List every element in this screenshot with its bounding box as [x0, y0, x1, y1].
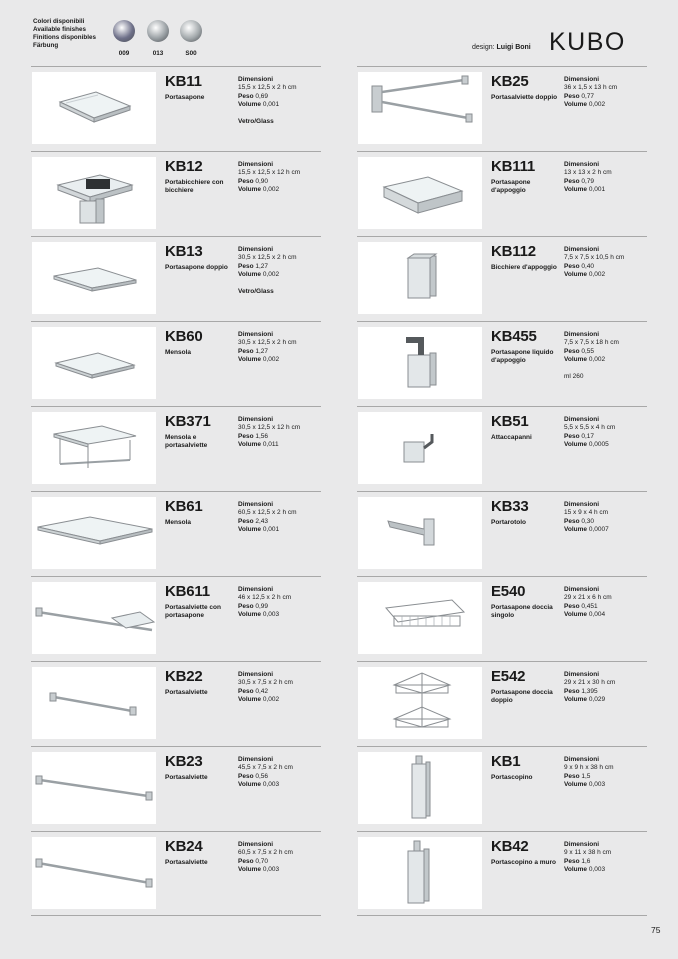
- dimensions-label: Dimensioni: [564, 331, 600, 338]
- weight-value: 2,43: [255, 517, 269, 525]
- tumbler-icon: [358, 242, 482, 314]
- page-number: 75: [651, 925, 661, 935]
- toilet-roll-holder-icon: [358, 497, 482, 569]
- volume-label: Volume: [564, 186, 587, 194]
- product-entry: [31, 406, 321, 491]
- product-image: [32, 242, 156, 314]
- product-specs: [238, 501, 324, 535]
- product-specs: [564, 586, 650, 620]
- tumbler-holder-icon: [32, 157, 156, 229]
- product-code: KB611: [165, 583, 210, 600]
- weight-label: Peso: [564, 347, 580, 355]
- weight-value: 1,27: [255, 262, 269, 270]
- product-name: Portasalviette doppio: [491, 94, 558, 101]
- weight-value: 0,77: [581, 92, 595, 100]
- product-entry: [357, 406, 647, 491]
- weight-label: Peso: [238, 772, 254, 780]
- dimensions-label: Dimensioni: [564, 586, 600, 593]
- toilet-brush-holder-icon: [358, 752, 482, 824]
- product-image: [32, 327, 156, 399]
- weight-value: 0,56: [255, 772, 269, 780]
- volume-value: 0,001: [588, 186, 606, 194]
- product-entry: [31, 576, 321, 661]
- product-specs: [238, 756, 324, 790]
- shelf-icon: [32, 327, 156, 399]
- volume-value: 0,002: [262, 271, 280, 279]
- finish-swatch-009: [113, 20, 135, 42]
- product-note: Vetro/Glass: [238, 287, 274, 295]
- weight-value: 1,6: [581, 857, 591, 865]
- towel-bar-icon: [32, 752, 156, 824]
- product-entry: [357, 321, 647, 406]
- product-entry: [31, 236, 321, 321]
- volume-label: Volume: [238, 186, 261, 194]
- product-specs: [564, 246, 650, 280]
- dimensions-label: Dimensioni: [564, 161, 600, 168]
- volume-value: 0,002: [588, 101, 606, 109]
- volume-label: Volume: [238, 101, 261, 109]
- weight-label: Peso: [238, 177, 254, 185]
- soap-dispenser-icon: [358, 327, 482, 399]
- product-image: [358, 837, 482, 909]
- volume-label: Volume: [564, 356, 587, 364]
- volume-value: 0,003: [588, 781, 606, 789]
- dimensions-value: 60,5 x 7,5 x 2 h cm: [238, 849, 293, 857]
- product-image: [358, 582, 482, 654]
- dimensions-label: Dimensioni: [564, 841, 600, 848]
- volume-value: 0,001: [262, 526, 280, 534]
- volume-value: 0,002: [588, 356, 606, 364]
- dimensions-label: Dimensioni: [238, 416, 274, 423]
- product-entry: [31, 66, 321, 151]
- product-specs: [564, 416, 650, 450]
- volume-label: Volume: [238, 526, 261, 534]
- design-prefix: design:: [472, 44, 495, 51]
- weight-value: 0,42: [255, 687, 269, 695]
- weight-label: Peso: [564, 432, 580, 440]
- product-code: KB13: [165, 243, 203, 260]
- finish-swatch-013: [147, 20, 169, 42]
- robe-hook-icon: [358, 412, 482, 484]
- wall-toilet-brush-holder-icon: [358, 837, 482, 909]
- finishes-label-de: Färbung: [33, 42, 59, 49]
- product-name: Attaccapanni: [491, 434, 532, 441]
- dimensions-value: 15 x 9 x 4 h cm: [564, 509, 609, 517]
- weight-label: Peso: [238, 92, 254, 100]
- weight-label: Peso: [564, 602, 580, 610]
- weight-value: 0,55: [581, 347, 595, 355]
- double-swivel-towel-rail-icon: [358, 72, 482, 144]
- volume-label: Volume: [238, 866, 261, 874]
- volume-label: Volume: [564, 611, 587, 619]
- weight-value: 0,17: [581, 432, 595, 440]
- product-name: Portarotolo: [491, 519, 527, 526]
- weight-label: Peso: [238, 262, 254, 270]
- product-name: Portasapone doccia singolo: [491, 604, 553, 619]
- product-code: KB12: [165, 158, 203, 175]
- volume-label: Volume: [238, 356, 261, 364]
- dimensions-value: 7,5 x 7,5 x 18 h cm: [564, 339, 619, 347]
- product-name: Portasalviette con portasapone: [165, 604, 221, 619]
- product-name: Mensola e portasalviette: [165, 434, 208, 449]
- dimensions-label: Dimensioni: [564, 501, 600, 508]
- finishes-label-it: Colori disponibili: [33, 18, 85, 25]
- product-code: KB24: [165, 838, 203, 855]
- dimensions-label: Dimensioni: [564, 671, 600, 678]
- weight-label: Peso: [564, 857, 580, 865]
- dimensions-value: 29 x 21 x 6 h cm: [564, 594, 612, 602]
- dimensions-label: Dimensioni: [238, 246, 274, 253]
- volume-label: Volume: [238, 696, 261, 704]
- product-name: Portasalviette: [165, 689, 208, 696]
- product-code: KB22: [165, 668, 203, 685]
- product-code: KB61: [165, 498, 203, 515]
- weight-label: Peso: [238, 602, 254, 610]
- finishes-label-en: Available finishes: [33, 26, 86, 33]
- weight-value: 0,451: [581, 602, 598, 610]
- product-entry: [31, 151, 321, 236]
- dimensions-value: 9 x 11 x 38 h cm: [564, 849, 612, 857]
- long-shelf-icon: [32, 497, 156, 569]
- product-entry: [357, 831, 647, 916]
- product-code: KB11: [165, 73, 202, 90]
- product-column-right: [357, 66, 647, 916]
- page-header: [0, 0, 678, 64]
- product-image: [32, 157, 156, 229]
- product-specs: [564, 756, 650, 790]
- dimensions-label: Dimensioni: [238, 331, 274, 338]
- product-name: Portascopino a muro: [491, 859, 557, 866]
- volume-value: 0,003: [262, 611, 280, 619]
- shelf-towel-rail-icon: [32, 412, 156, 484]
- product-specs: [564, 161, 650, 195]
- product-specs: [238, 841, 324, 875]
- glass-soap-dish-icon: [32, 72, 156, 144]
- product-entry: [357, 66, 647, 151]
- product-specs: [238, 76, 324, 126]
- double-shower-basket-icon: [358, 667, 482, 739]
- product-name: Portasapone liquido d'appoggio: [491, 349, 554, 364]
- weight-value: 1,395: [581, 687, 598, 695]
- dimensions-value: 30,5 x 12,5 x 12 h cm: [238, 424, 301, 432]
- product-image: [358, 412, 482, 484]
- product-entry: [357, 491, 647, 576]
- volume-label: Volume: [238, 271, 261, 279]
- volume-label: Volume: [564, 781, 587, 789]
- product-specs: [238, 161, 324, 195]
- dimensions-value: 29 x 21 x 30 h cm: [564, 679, 616, 687]
- weight-value: 0,30: [581, 517, 595, 525]
- product-note: ml 260: [564, 372, 584, 380]
- volume-value: 0,002: [262, 356, 280, 364]
- collection-name: KUBO: [549, 28, 626, 56]
- product-entry: [357, 576, 647, 661]
- volume-value: 0,002: [262, 696, 280, 704]
- volume-value: 0,0005: [588, 441, 609, 449]
- product-specs: [238, 331, 324, 365]
- weight-label: Peso: [238, 857, 254, 865]
- weight-label: Peso: [238, 517, 254, 525]
- volume-label: Volume: [564, 101, 587, 109]
- volume-value: 0,011: [262, 441, 279, 449]
- volume-value: 0,001: [262, 101, 280, 109]
- volume-value: 0,002: [262, 186, 280, 194]
- product-code: KB111: [491, 158, 536, 175]
- weight-value: 0,69: [255, 92, 269, 100]
- volume-label: Volume: [564, 441, 587, 449]
- product-column-left: [31, 66, 321, 916]
- product-specs: [564, 671, 650, 705]
- product-name: Portabicchiere con bicchiere: [165, 179, 224, 194]
- product-name: Mensola: [165, 519, 192, 526]
- finish-swatch-S00: [180, 20, 202, 42]
- dimensions-value: 13 x 13 x 2 h cm: [564, 169, 612, 177]
- product-name: Portasapone d'appoggio: [491, 179, 531, 194]
- product-code: KB1: [491, 753, 521, 770]
- product-code: KB371: [165, 413, 211, 430]
- product-image: [358, 242, 482, 314]
- weight-label: Peso: [238, 687, 254, 695]
- dimensions-value: 15,5 x 12,5 x 12 h cm: [238, 169, 301, 177]
- product-entry: [31, 831, 321, 916]
- product-code: KB42: [491, 838, 529, 855]
- product-image: [358, 752, 482, 824]
- finish-code: 013: [152, 50, 164, 57]
- product-specs: [238, 246, 324, 296]
- weight-label: Peso: [564, 772, 580, 780]
- product-code: KB112: [491, 243, 536, 260]
- weight-value: 1,5: [581, 772, 591, 780]
- short-towel-bar-icon: [32, 667, 156, 739]
- volume-label: Volume: [564, 526, 587, 534]
- dimensions-value: 5,5 x 5,5 x 4 h cm: [564, 424, 616, 432]
- volume-label: Volume: [564, 696, 587, 704]
- dimensions-label: Dimensioni: [238, 161, 274, 168]
- dimensions-value: 46 x 12,5 x 2 h cm: [238, 594, 292, 602]
- product-specs: [564, 331, 650, 381]
- finish-code: 009: [118, 50, 130, 57]
- product-image: [358, 157, 482, 229]
- dimensions-value: 30,5 x 12,5 x 2 h cm: [238, 339, 297, 347]
- designer-credit: [472, 44, 531, 51]
- product-code: KB60: [165, 328, 203, 345]
- product-entry: [31, 321, 321, 406]
- product-image: [32, 412, 156, 484]
- dimensions-value: 15,5 x 12,5 x 2 h cm: [238, 84, 297, 92]
- product-image: [32, 667, 156, 739]
- product-entry: [357, 661, 647, 746]
- weight-value: 0,79: [581, 177, 595, 185]
- product-name: Portasalviette: [165, 774, 208, 781]
- weight-label: Peso: [564, 177, 580, 185]
- volume-value: 0,003: [588, 866, 606, 874]
- product-specs: [564, 501, 650, 535]
- product-specs: [564, 76, 650, 110]
- product-image: [32, 497, 156, 569]
- product-entry: [31, 661, 321, 746]
- product-code: KB23: [165, 753, 203, 770]
- dimensions-value: 45,5 x 7,5 x 2 h cm: [238, 764, 293, 772]
- product-code: KB455: [491, 328, 537, 345]
- dimensions-label: Dimensioni: [238, 76, 274, 83]
- weight-value: 0,99: [255, 602, 269, 610]
- volume-label: Volume: [564, 271, 587, 279]
- dimensions-value: 30,5 x 7,5 x 2 h cm: [238, 679, 293, 687]
- volume-value: 0,004: [588, 611, 606, 619]
- product-name: Portasalviette: [165, 859, 208, 866]
- product-image: [358, 667, 482, 739]
- product-image: [32, 582, 156, 654]
- weight-value: 0,40: [581, 262, 595, 270]
- product-name: Portasapone: [165, 94, 205, 101]
- double-soap-dish-icon: [32, 242, 156, 314]
- dimensions-label: Dimensioni: [564, 416, 600, 423]
- product-image: [358, 497, 482, 569]
- finish-code: S00: [185, 50, 197, 57]
- volume-label: Volume: [564, 866, 587, 874]
- volume-value: 0,003: [262, 866, 280, 874]
- product-code: KB33: [491, 498, 529, 515]
- volume-value: 0,002: [588, 271, 606, 279]
- product-note: Vetro/Glass: [238, 117, 274, 125]
- finishes-label: [33, 18, 96, 50]
- dimensions-value: 9 x 9 h x 38 h cm: [564, 764, 614, 772]
- dimensions-label: Dimensioni: [564, 756, 600, 763]
- weight-label: Peso: [564, 262, 580, 270]
- weight-value: 1,56: [255, 432, 269, 440]
- product-entry: [357, 236, 647, 321]
- product-specs: [238, 586, 324, 620]
- volume-value: 0,0007: [588, 526, 609, 534]
- freestanding-soap-dish-icon: [358, 157, 482, 229]
- volume-label: Volume: [238, 441, 261, 449]
- product-code: KB25: [491, 73, 529, 90]
- long-towel-bar-icon: [32, 837, 156, 909]
- product-image: [32, 837, 156, 909]
- product-specs: [564, 841, 650, 875]
- weight-value: 0,90: [255, 177, 269, 185]
- designer-name: Luigi Boni: [496, 44, 531, 51]
- product-name: Portasapone doppio: [165, 264, 228, 271]
- weight-label: Peso: [238, 432, 254, 440]
- dimensions-label: Dimensioni: [238, 586, 274, 593]
- dimensions-label: Dimensioni: [238, 756, 274, 763]
- product-image: [32, 72, 156, 144]
- dimensions-label: Dimensioni: [238, 671, 274, 678]
- weight-value: 1,27: [255, 347, 269, 355]
- product-entry: [31, 746, 321, 831]
- finishes-label-fr: Finitions disponibles: [33, 34, 96, 41]
- product-image: [358, 327, 482, 399]
- product-image: [32, 752, 156, 824]
- volume-label: Volume: [238, 611, 261, 619]
- product-name: Bicchiere d'appoggio: [491, 264, 557, 271]
- product-entry: [31, 491, 321, 576]
- product-code: E540: [491, 583, 526, 600]
- product-entry: [357, 746, 647, 831]
- dimensions-label: Dimensioni: [564, 76, 600, 83]
- dimensions-value: 36 x 1,5 x 13 h cm: [564, 84, 618, 92]
- product-specs: [238, 671, 324, 705]
- weight-label: Peso: [564, 92, 580, 100]
- dimensions-label: Dimensioni: [238, 841, 274, 848]
- towel-rail-soap-icon: [32, 582, 156, 654]
- dimensions-label: Dimensioni: [564, 246, 600, 253]
- product-name: Portascopino: [491, 774, 533, 781]
- product-code: KB51: [491, 413, 529, 430]
- weight-label: Peso: [238, 347, 254, 355]
- product-image: [358, 72, 482, 144]
- product-entry: [357, 151, 647, 236]
- volume-value: 0,003: [262, 781, 280, 789]
- dimensions-value: 60,5 x 12,5 x 2 h cm: [238, 509, 297, 517]
- product-name: Mensola: [165, 349, 192, 356]
- product-name: Portasapone doccia doppio: [491, 689, 553, 704]
- dimensions-value: 7,5 x 7,5 x 10,5 h cm: [564, 254, 625, 262]
- shower-basket-icon: [358, 582, 482, 654]
- product-specs: [238, 416, 324, 450]
- dimensions-label: Dimensioni: [238, 501, 274, 508]
- weight-label: Peso: [564, 517, 580, 525]
- product-code: E542: [491, 668, 526, 685]
- dimensions-value: 30,5 x 12,5 x 2 h cm: [238, 254, 297, 262]
- weight-value: 0,70: [255, 857, 269, 865]
- volume-value: 0,029: [588, 696, 606, 704]
- weight-label: Peso: [564, 687, 580, 695]
- volume-label: Volume: [238, 781, 261, 789]
